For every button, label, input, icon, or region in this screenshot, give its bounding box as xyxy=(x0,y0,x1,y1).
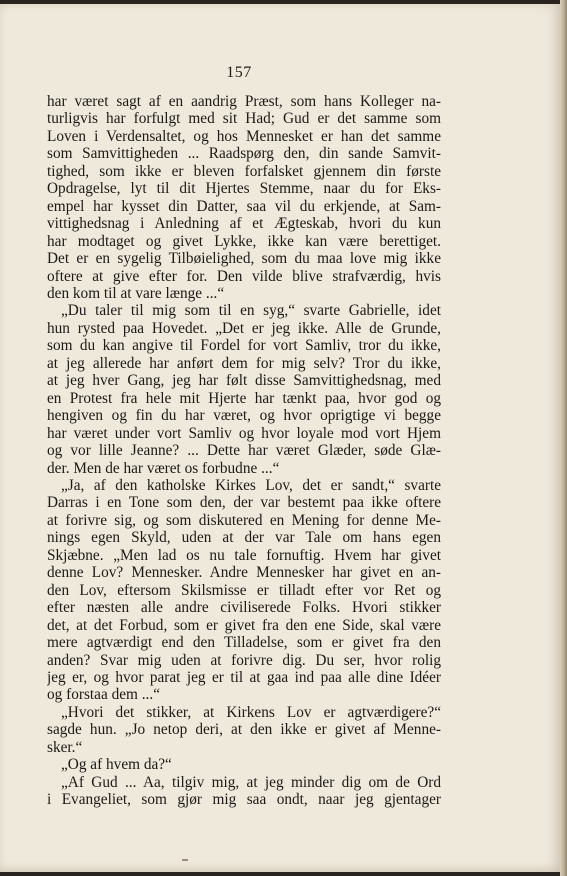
text-line: turligvis har forfulgt med sit Had; Gud er det samme som xyxy=(47,110,441,128)
text-line: der. Men de har været os forbudne ...“ xyxy=(47,459,280,477)
text-line: har været under vort Samliv og hvor loyale mod vort Hjem xyxy=(47,424,441,442)
text-line: Det er en sygelig Tilbøielighed, som du maa love mig ikke xyxy=(47,250,441,268)
text-line: jeg er, og hvor parat jeg er til at gaa ind paa alle dine Idéer xyxy=(47,668,441,686)
text-line: har modtaget og givet Lykke, ikke kan være berettiget. xyxy=(47,232,441,250)
text-line: som Samvittigheden ... Raadspørg den, din sande Samvit- xyxy=(47,145,441,163)
body-text xyxy=(47,93,441,809)
page-number: 157 xyxy=(226,64,252,81)
text-line: den Lov, eftersom Skilsmisse er tilladt efter vor Ret og xyxy=(47,581,441,599)
book-page xyxy=(0,4,560,872)
text-line: det, at det Forbud, som er givet fra den ene Side, skal være xyxy=(47,616,441,634)
text-line: den kom til at vare længe ...“ xyxy=(47,284,225,302)
text-line: oftere at give efter for. Den vilde blive strafværdig, hvis xyxy=(47,267,441,285)
text-line: efter næsten alle andre civiliserede Folks. Hvori stikker xyxy=(47,599,441,617)
text-line: Loven i Verdensaltet, og hos Mennesket er han det samme xyxy=(47,127,441,145)
text-line: sagde hun. „Jo netop deri, at den ikke er givet af Menne- xyxy=(47,721,441,739)
text-line: som du kan angive til Fordel for vort Samliv, tror du ikke, xyxy=(47,337,441,355)
text-line: Darras i en Tone som den, der var bestemt paa ikke oftere xyxy=(47,494,441,512)
text-line: at forivre sig, og som diskutered en Mening for denne Me- xyxy=(47,511,441,529)
text-line: Skjæbne. „Men lad os nu tale fornuftig. Hvem har givet xyxy=(47,546,441,564)
text-line: vittighedsnag i Anledning af et Ægteskab, hvori du kun xyxy=(47,215,441,233)
text-line: en Protest fra hele mit Hjerte har tænkt paa, hvor god og xyxy=(47,389,441,407)
text-line: og vor lille Jeanne? ... Dette har været Glæder, søde Glæ- xyxy=(47,442,441,460)
text-line: har været sagt af en aandrig Præst, som hans Kolleger na- xyxy=(47,93,441,110)
text-line: anden? Svar mig uden at forivre dig. Du ser, hvor rolig xyxy=(47,651,441,669)
text-line: at jeg hver Gang, jeg har følt disse Samvittighedsnag, med xyxy=(47,372,441,390)
text-line: og forstaa dem ...“ xyxy=(47,686,160,704)
text-line: Opdragelse, lyt til dit Hjertes Stemme, naar du for Eks- xyxy=(47,180,441,198)
text-line: hun rysted paa Hovedet. „Det er jeg ikke. Alle de Grunde, xyxy=(47,319,441,337)
text-line: nings egen Skyld, uden at der var Tale om hans egen xyxy=(47,529,441,547)
page-edge xyxy=(560,0,567,876)
text-line: at jeg allerede har anført dem for mig selv? Tror du ikke, xyxy=(47,354,441,372)
text-line: hengiven og fin du har været, og hvor oprigtige vi begge xyxy=(47,407,441,425)
text-line: „Og af hvem da?“ xyxy=(61,756,172,774)
text-line: „Hvori det stikker, at Kirkens Lov er agtværdigere?“ xyxy=(61,703,441,721)
text-line: empel har kysset din Datter, saa vil du erkjende, at Sam- xyxy=(47,197,441,215)
text-line: „Af Gud ... Aa, tilgiv mig, at jeg minder dig om de Ord xyxy=(61,773,441,791)
text-line: denne Lov? Mennesker. Andre Mennesker har givet en an- xyxy=(47,564,441,582)
text-line: sker.“ xyxy=(47,738,83,756)
text-line: mere agtværdigt end den Tilladelse, som er givet fra den xyxy=(47,634,441,652)
text-line: „Du taler til mig som til en syg,“ svarte Gabrielle, idet xyxy=(61,302,441,320)
bottom-mark xyxy=(182,859,188,861)
text-line: tighed, som ikke er bleven forfalsket gjennem din første xyxy=(47,162,441,180)
text-line: „Ja, af den katholske Kirkes Lov, det er sandt,“ svarte xyxy=(61,476,441,494)
text-line: i Evangeliet, som gjør mig saa ondt, naar jeg gjentager xyxy=(47,791,441,809)
